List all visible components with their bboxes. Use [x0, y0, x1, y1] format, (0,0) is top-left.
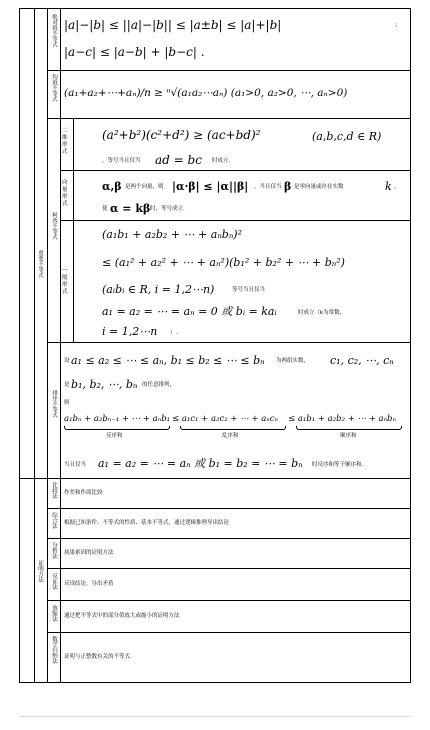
abs-formula-line2: |a−c| ≤ |a−b| + |b−c| .: [64, 45, 205, 59]
general-line5: i = 1,2⋯n: [102, 325, 158, 338]
grid-line: [47, 508, 411, 509]
vec-beta: β: [284, 180, 292, 193]
two-dim-condition: (a,b,c,d ∈ R): [312, 130, 382, 143]
grid-line: [73, 118, 74, 342]
re-prefix: 设: [64, 358, 70, 364]
re-label-reverse: 反序和: [106, 433, 123, 439]
label-vector: 向量形式: [62, 180, 68, 207]
vec-text-i: 使: [102, 206, 108, 212]
re-ordered-sum: ≤ a₁b₁ + a₂b₂ + ⋯ + aₙbₙ: [288, 414, 396, 424]
vec-text-d: ，当且仅当: [254, 184, 282, 190]
label-mean-inequality: 均值不等式: [51, 74, 57, 102]
method-induction: 证明与正整数有关的不等式.: [64, 654, 132, 660]
re-reverse-sum: a₁bₙ + a₂bₙ₋₁ + ⋯ + aₙb₁: [64, 414, 171, 424]
general-line2: ≤ (a₁² + a₂² + ⋯ + aₙ²)(b₁² + b₂² + ⋯ + bₙ²): [102, 256, 345, 269]
general-line3: (aᵢbᵢ ∈ R, i = 1,2⋯n): [102, 283, 215, 296]
page-divider: [19, 716, 411, 717]
re-line2-prefix: 是: [64, 382, 70, 388]
general-line4: a₁ = a₂ = ⋯ = aₙ = 0 或 bᵢ = kaᵢ: [102, 305, 277, 318]
vec-alpha-beta: α,β: [102, 180, 122, 193]
method-contradiction: 反设结论，导出矛盾: [64, 581, 114, 587]
vec-text-f: 是零向量或存在实数: [294, 184, 344, 190]
grid-line: [19, 478, 411, 479]
label-important-inequalities: 重要不等式: [37, 250, 43, 278]
re-line2-suffix: 的任意排列，: [142, 382, 176, 388]
two-dim-eq-prefix: ，等号当且仅当: [102, 158, 141, 164]
re-line5-suffix: 时反序和等于顺序和.: [312, 462, 364, 468]
grid-line: [47, 538, 411, 539]
label-general: 一般形式: [62, 268, 68, 295]
label-rearrangement: 排序不等式: [51, 390, 57, 418]
vec-ineq: |α·β| ≤ |α||β|: [172, 180, 249, 193]
label-contradiction: 反证法: [51, 573, 57, 590]
re-line5: a₁ = a₂ = ⋯ = aₙ 或 b₁ = b₂ = ⋯ = bₙ: [98, 457, 303, 470]
two-dim-eq: ad = bc: [155, 153, 202, 167]
method-scaling: 通过把不等式中的部分值放大或缩小的证明方法: [64, 613, 180, 619]
label-synthesis: 综合法: [51, 512, 57, 529]
grid-line: [47, 118, 411, 119]
grid-line: [60, 170, 411, 171]
underbrace: [296, 426, 402, 430]
grid-line: [60, 8, 61, 683]
two-dim-formula: (a²+b²)(c²+d²) ≥ (ac+bd)²: [102, 128, 261, 142]
vec-text-k: 时，等号成立.: [150, 206, 185, 212]
general-line3-suffix: 等号当且仅当: [232, 287, 266, 293]
general-line1: (a₁b₁ + a₂b₂ + ⋯ + aₙbₙ)²: [102, 228, 242, 241]
underbrace: [64, 426, 170, 430]
re-label-ordered: 顺序和: [340, 433, 357, 439]
grid-line: [34, 8, 35, 683]
underbrace: [180, 426, 286, 430]
abs-formula-line1: |a|−|b| ≤ ||a|−|b|| ≤ |a±b| ≤ |a|+|b|: [64, 18, 282, 32]
label-proof-methods: 证明方法: [37, 560, 43, 582]
re-line3: 则: [64, 400, 70, 406]
label-analysis: 分析法: [51, 542, 57, 559]
grid-line: [47, 568, 411, 569]
general-line5-suffix: ）.: [170, 330, 178, 336]
grid-line: [47, 8, 48, 683]
label-cauchy: 柯西不等式: [51, 212, 57, 240]
label-induction: 数学归纳法: [51, 636, 57, 664]
re-line1: a₁ ≤ a₂ ≤ ⋯ ≤ aₙ, b₁ ≤ b₂ ≤ ⋯ ≤ bₙ: [71, 354, 265, 367]
label-abs-inequality: 绝对值不等式: [51, 14, 57, 47]
vec-text-h: ，: [394, 184, 400, 190]
re-line1-mid: 为两组实数，: [276, 358, 310, 364]
grid-line: [47, 632, 411, 633]
re-line5-prefix: 当且仅当: [64, 462, 87, 468]
grid-line: [60, 220, 411, 221]
label-two-dim: 二维形式: [62, 128, 68, 155]
grid-line: [47, 600, 411, 601]
re-line2: b₁, b₂, ⋯, bₙ: [71, 378, 138, 391]
vec-alpha-k-beta: α = kβ: [110, 202, 151, 215]
general-line4-suffix: 时成立（k为常数，: [298, 310, 346, 316]
re-line1-end: c₁, c₂, ⋯, cₙ: [330, 354, 394, 367]
grid-line: [47, 342, 411, 343]
vec-k: k: [385, 180, 392, 193]
re-random-sum: ≤ a₁c₁ + a₂c₂ + ⋯ + aₙcₙ: [172, 414, 278, 424]
vec-text-b: 是两个向量，则: [125, 184, 164, 190]
method-comparison: 作差和作商比较: [64, 490, 103, 496]
method-synthesis: 根据已知条件、不等式的性质、基本不等式，通过逻辑推理导出结论: [64, 520, 230, 526]
method-analysis: 执果索因的证明方法: [64, 550, 114, 556]
stray-mark: ；: [395, 22, 401, 28]
label-scaling: 放缩法: [51, 605, 57, 622]
grid-line: [47, 70, 411, 71]
mean-formula: (a₁+a₂+⋯+aₙ)/n ≥ ⁿ√(a₁a₂⋯aₙ) (a₁>0, a₂>0, ⋯, aₙ>0): [64, 87, 348, 99]
two-dim-eq-suffix: 时成立.: [212, 158, 231, 164]
label-comparison: 比较法: [51, 482, 57, 499]
re-label-random: 乱序和: [222, 433, 239, 439]
